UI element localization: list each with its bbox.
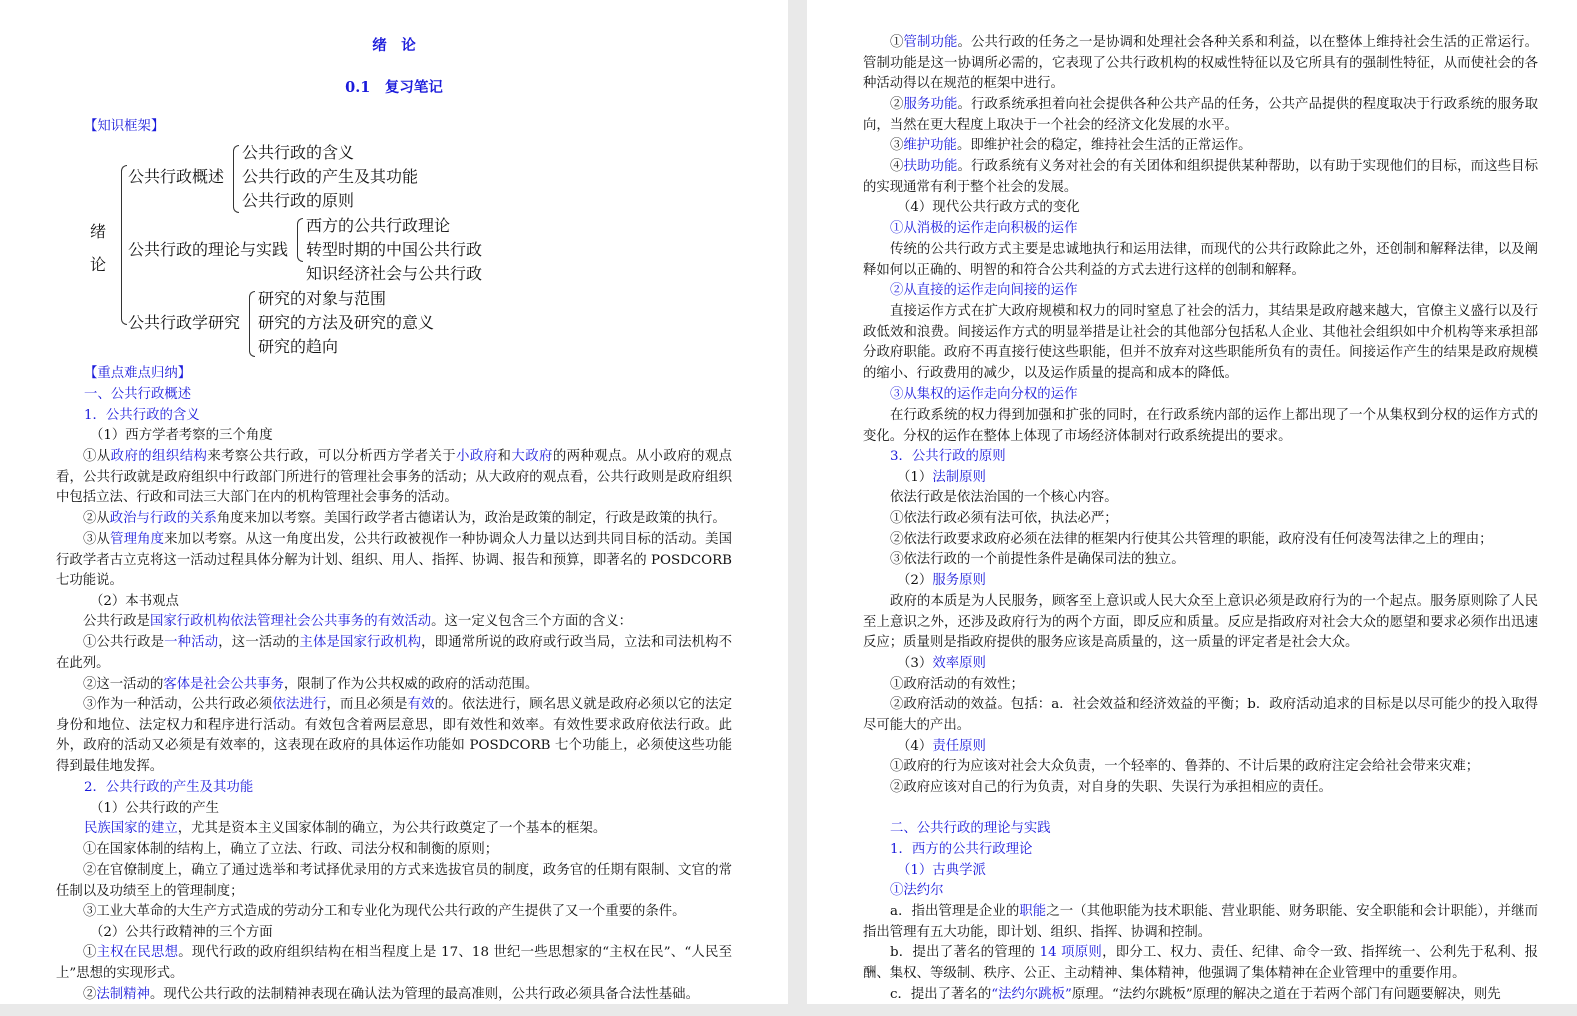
tree-branch-research: 公共行政学研究	[128, 313, 241, 332]
paragraph: a．指出管理是企业的职能之一（其他职能为技术职能、营业职能、财务职能、安全职能和会计职能），并继而指出管理有五大功能，即计划、组织、指挥、协调和控制。	[863, 904, 1538, 940]
subheading: ②从直接的运作走向间接的运作	[890, 283, 1078, 298]
tree-leaf: 西方的公共行政理论	[306, 216, 451, 235]
paragraph: ①公共行政是一种活动，这一活动的主体是国家行政机构，即通常所说的政府或行政当局，立法和司法机构不在此列。	[56, 635, 733, 671]
paragraph: ③作为一种活动，公共行政必须依法进行，而且必须是有效的。依法进行，顾名思义就是政府必须以它的法定身份和地位、法定权力和程序进行活动。有效包含着两层意思，即有效性和效率。有效性要求政府依法行政。此外，政府的活动又必须是有效率的，这表现在政府的具体运作功能如 POSDCORB 七个功能上，必须使这些功能得到最佳地发挥。	[56, 697, 733, 775]
tree-leaf: 研究的趋向	[258, 337, 339, 356]
tree-leaf: 公共行政的原则	[242, 191, 355, 210]
keypoints-heading: 【重点难点归纳】	[84, 366, 192, 381]
branch-brace	[297, 218, 303, 262]
heading-1: 一、公共行政概述	[84, 387, 192, 402]
paragraph: 民族国家的建立，尤其是资本主义国家体制的确立，为公共行政奠定了一个基本的框架。	[84, 821, 607, 836]
left-page	[0, 0, 788, 1016]
subheading: （2）服务原则	[897, 573, 986, 588]
branch-brace	[233, 145, 239, 213]
section-title: 0.1 复习笔记	[345, 79, 443, 96]
paragraph: ①政府的行为应该对社会大众负责，一个轻率的、鲁莽的、不计后果的政府注定会给社会带来灾难；	[890, 759, 1480, 774]
paragraph: ②在官僚制度上，确立了通过选举和考试择优录用的方式来选拔官员的制度，政务官的任期有限制、文官的常任制以及功绩至上的管理制度；	[56, 863, 732, 899]
paragraph: ①依法行政必须有法可依，执法必严；	[890, 511, 1118, 526]
paragraph: 在行政系统的权力得到加强和扩张的同时，在行政系统内部的运作上都出现了一个从集权到分权的运作方式的变化。分权的运作在整体上体现了市场经济体制对行政系统提出的要求。	[863, 408, 1538, 444]
tree-branch-overview: 公共行政概述	[128, 167, 225, 186]
paragraph: ③从管理角度来加以考察。从这一角度出发，公共行政被视作一种协调众人力量以达到共同目标的活动。美国行政学者古立克将这一活动过程具体分解为计划、组织、用人、指挥、协调、报告和预算，即著名的 POSDCORB 七功能说。	[56, 532, 733, 589]
heading-2-1: 1．西方的公共行政理论	[890, 842, 1033, 857]
subheading: （1）西方学者考察的三个角度	[90, 428, 273, 443]
paragraph: ②这一活动的客体是社会公共事务，限制了作为公共权威的政府的活动范围。	[83, 677, 539, 692]
paragraph: 直接运作方式在扩大政府规模和权力的同时窒息了社会的活力，其结果是政府越来越大，官僚主义盛行以及行政低效和浪费。间接运作方式的明显举措是让社会的其他部分包括私人企业、其他社会组织如中介机构等来承担部分政府职能。政府不再直接行使这些职能，但并不放弃对这些职能所负有的责任。间接运作产生的结果是政府规模的缩小、行政费用的减少，以及运作质量的提高和成本的降低。	[863, 304, 1538, 382]
subheading: ③从集权的运作走向分权的运作	[890, 387, 1078, 402]
paragraph: ②法制精神。现代公共行政的法制精神表现在确认法为管理的最高准则，公共行政必须具备合法性基础。	[83, 987, 699, 1002]
paragraph: 公共行政是国家行政机构依法管理社会公共事务的有效活动。这一定义包含三个方面的含义：	[83, 614, 633, 629]
paragraph: b．提出了著名的管理的 14 项原则，即分工、权力、责任、纪律、命令一致、指挥统一、公利先于私利、报酬、集权、等级制、秩序、公正、主动精神、集体精神，他强调了集体精神在企业管理中的重要作用。	[863, 945, 1539, 981]
subheading: ①从消极的运作走向积极的运作	[890, 221, 1078, 236]
tree-branch-theory: 公共行政的理论与实践	[128, 240, 289, 259]
subheading: （2）本书观点	[90, 594, 179, 609]
branch-brace	[249, 291, 255, 357]
chapter-title: 绪 论	[372, 37, 416, 54]
subheading: （4）责任原则	[897, 739, 986, 754]
viewer-bottom-edge	[0, 1004, 1577, 1016]
subheading: （1）公共行政的产生	[90, 801, 220, 816]
paragraph: 政府的本质是为人民服务，顾客至上意识或人民大众至上意识必须是政府行为的一个起点。服务原则除了人民至上意识之外，还涉及政府行为的两个方面，即反应和质量。反应是指政府对社会大众的愿望和要求必须作出迅速反应；质量则是指政府提供的服务应该是高质量的，这一质量的评定者是社会大众。	[863, 594, 1538, 651]
paragraph: ③依法行政的一个前提性条件是确保司法的独立。	[890, 552, 1185, 567]
heading-2: 二、公共行政的理论与实践	[890, 821, 1051, 836]
paragraph: ①政府活动的有效性；	[890, 677, 1024, 692]
subheading: （2）公共行政精神的三个方面	[90, 925, 273, 940]
tree-leaf: 公共行政的产生及其功能	[242, 167, 419, 186]
tree-leaf: 研究的方法及研究的意义	[258, 313, 435, 332]
tree-leaf: 知识经济社会与公共行政	[306, 264, 483, 283]
subheading: ①法约尔	[890, 883, 944, 898]
tree-leaf: 公共行政的含义	[242, 143, 355, 162]
heading-1-2: 2．公共行政的产生及其功能	[84, 780, 254, 795]
paragraph: ②政府应该对自己的行为负责，对自身的失职、失误行为承担相应的责任。	[890, 780, 1332, 795]
paragraph: 依法行政是依法治国的一个核心内容。	[890, 490, 1118, 505]
paragraph: ③维护功能。即维护社会的稳定，维持社会生活的正常运作。	[890, 138, 1252, 153]
subheading: （3）效率原则	[897, 656, 986, 671]
right-page	[807, 0, 1577, 1016]
paragraph: ①从政府的组织结构来考察公共行政，可以分析西方学者关于小政府和大政府的两种观点。从小政府的观点看，公共行政就是政府组织中行政部门所进行的管理社会事务的活动；从大政府的观点看，公共行政则是政府组织中包括立法、行政和司法三大部门在内的机构管理社会事务的活动。	[56, 449, 733, 506]
paragraph: ①管制功能。公共行政的任务之一是协调和处理社会各种关系和利益，以在整体上维持社会生活的正常运行。管制功能是这一协调所必需的，它表现了公共行政机构的权威性特征以及它所具有的强制性特征，从而使社会的各种活动得以在规范的框架中进行。	[863, 35, 1539, 92]
paragraph: ④扶助功能。行政系统有义务对社会的有关团体和组织提供某种帮助，以有助于实现他们的目标，而这些目标的实现通常有利于整个社会的发展。	[863, 159, 1539, 195]
subheading: （1）法制原则	[897, 470, 986, 485]
paragraph: ①主权在民思想。现代行政的政府组织结构在相当程度上是 17、18 世纪一些思想家的“主权在民”、“人民至上”思想的实现形式。	[56, 945, 733, 981]
tree-root: 绪 论	[90, 222, 107, 274]
subheading: （1）古典学派	[897, 863, 986, 878]
tree-leaf: 转型时期的中国公共行政	[306, 240, 483, 259]
paragraph: c．提出了著名的“法约尔跳板”原理。“法约尔跳板”原理的解决之道在于若两个部门有问题要解决，则先	[890, 987, 1501, 1002]
heading-1-1: 1．公共行政的含义	[84, 408, 200, 423]
paragraph: ③工业大革命的大生产方式造成的劳动分工和专业化为现代公共行政的产生提供了又一个重要的条件。	[83, 904, 686, 919]
paragraph: ②政府活动的效益。包括：a．社会效益和经济效益的平衡；b．政府活动追求的目标是以尽可能少的投入取得尽可能大的产出。	[863, 697, 1538, 733]
subheading: （4）现代公共行政方式的变化	[897, 200, 1080, 215]
root-brace	[121, 165, 127, 325]
framework-heading: 【知识框架】	[84, 119, 165, 134]
heading-1-3: 3．公共行政的原则	[890, 449, 1006, 464]
paragraph: ②服务功能。行政系统承担着向社会提供各种公共产品的任务，公共产品提供的程度取决于行政系统的服务取向，当然在更大程度上取决于一个社会的经济文化发展的水平。	[863, 97, 1539, 133]
paragraph: 传统的公共行政方式主要是忠诚地执行和运用法律，而现代的公共行政除此之外，还创制和解释法律，以及阐释如何以正确的、明智的和符合公共利益的方式去进行这样的创制和解释。	[863, 242, 1538, 278]
tree-leaf: 研究的对象与范围	[258, 289, 387, 308]
paragraph: ②从政治与行政的关系角度来加以考察。美国行政学者古德诺认为，政治是政策的制定，行政是政策的执行。	[83, 511, 726, 526]
paragraph: ①在国家体制的结构上，确立了立法、行政、司法分权和制衡的原则；	[83, 842, 499, 857]
paragraph: ②依法行政要求政府必须在法律的框架内行使其公共管理的职能，政府没有任何凌驾法律之上的理由；	[890, 532, 1493, 547]
